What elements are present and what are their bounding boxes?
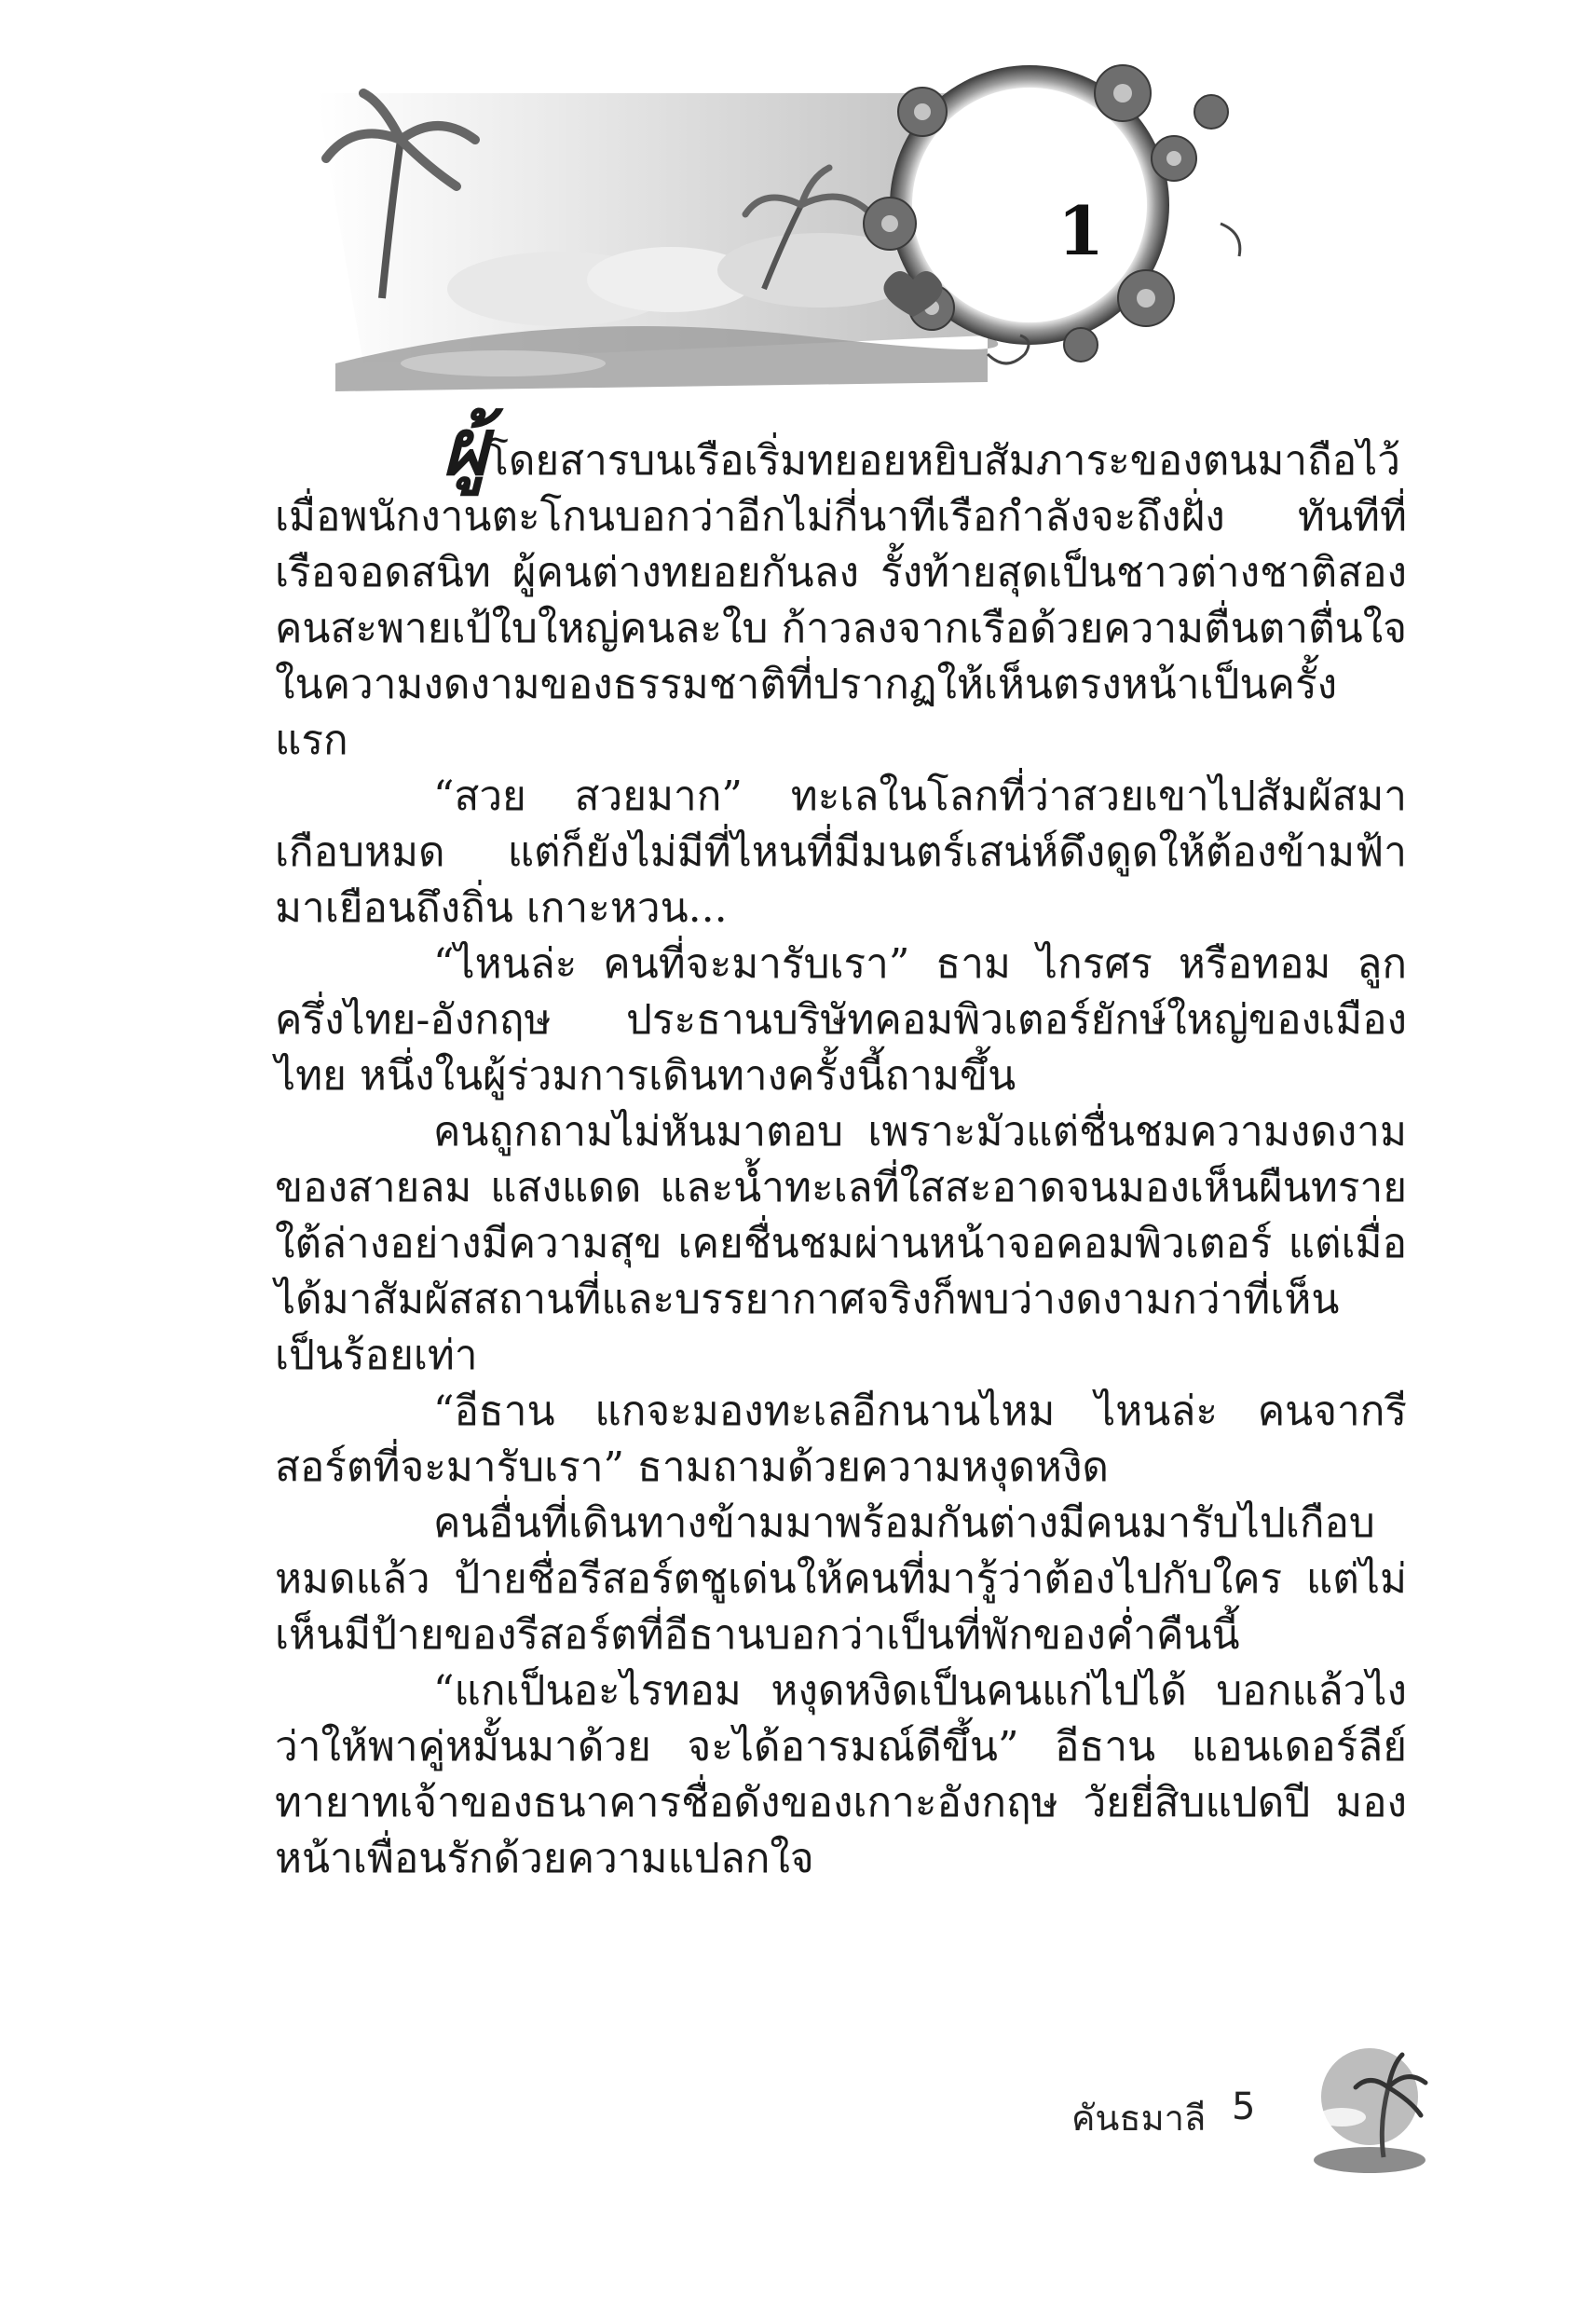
chapter-header-illustration (280, 56, 1323, 391)
drop-cap: ผู้ (443, 401, 487, 493)
paragraph-text: โดยสารบนเรือเริ่มทยอยหยิบสัมภาระของตนมาถือไว้ เมื่อพนักงานตะโกนบอกว่าอีกไม่กี่นาทีเรือกำลังจะถึงฝั่ง ทันทีที่เรือจอดสนิท ผู้คนต่างทยอยกันลง รั้งท้ายสุดเป็นชาวต่างชาติสองคนสะพายเป้ใบใหญ่คนละใบ ก้าวลงจากเรือด้วยความตื่นตาตื่นใจในความงดงามของธรรมชาติที่ปรากฏให้เห็นตรงหน้าเป็นครั้งแรก (275, 437, 1407, 764)
page-number: 5 (1232, 2085, 1256, 2128)
running-footer-title: คันธมาลี (1071, 2098, 1207, 2139)
paragraph: คนอื่นที่เดินทางข้ามมาพร้อมกันต่างมีคนมารับไปเกือบหมดแล้ว ป้ายชื่อรีสอร์ตชูเด่นให้คนที่มารู้ว่าต้องไปกับใคร แต่ไม่เห็นมีป้ายของรีสอร์ตที่อีธานบอกว่าเป็นที่พักของค่ำคืนนี้ (275, 1499, 1407, 1659)
chapter-number: 1 (1057, 191, 1105, 270)
paragraph: “ไหนล่ะ คนที่จะมารับเรา” ธาม ไกรศร หรือทอม ลูกครึ่งไทย-อังกฤษ ประธานบริษัทคอมพิวเตอร์ยักษ์ใหญ่ของเมืองไทย หนึ่งในผู้ร่วมการเดินทางครั้งนี้ถามขึ้น (275, 940, 1407, 1100)
paragraph (275, 401, 1407, 769)
palm-island-icon (1304, 2041, 1435, 2181)
paragraph: “อีธาน แกจะมองทะเลอีกนานไหม ไหนล่ะ คนจากรีสอร์ตที่จะมารับเรา” ธามถามด้วยความหงุดหงิด (275, 1388, 1407, 1491)
paragraph: “สวย สวยมาก” ทะเลในโลกที่ว่าสวยเขาไปสัมผัสมาเกือบหมด แต่ก็ยังไม่มีที่ไหนที่มีมนตร์เสน่ห์ดึงดูดให้ต้องข้ามฟ้ามาเยือนถึงถิ่น เกาะหวน... (275, 773, 1407, 932)
chapter-body (275, 401, 1407, 1887)
paragraph: คนถูกถามไม่หันมาตอบ เพราะมัวแต่ชื่นชมความงดงามของสายลม แสงแดด และน้ำทะเลที่ใสสะอาดจนมองเห็นผืนทรายใต้ล่างอย่างมีความสุข เคยชื่นชมผ่านหน้าจอคอมพิวเตอร์ แต่เมื่อได้มาสัมผัสสถานที่และบรรยากาศจริงก็พบว่างดงามกว่าที่เห็นเป็นร้อยเท่า (275, 1108, 1407, 1379)
paragraph: “แกเป็นอะไรทอม หงุดหงิดเป็นคนแก่ไปได้ บอกแล้วไงว่าให้พาคู่หมั้นมาด้วย จะได้อารมณ์ดีขึ้น” อีธาน แอนเดอร์ลีย์ ทายาทเจ้าของธนาคารชื่อดังของเกาะอังกฤษ วัยยี่สิบแปดปี มองหน้าเพื่อนรักด้วยความแปลกใจ (275, 1667, 1407, 1882)
